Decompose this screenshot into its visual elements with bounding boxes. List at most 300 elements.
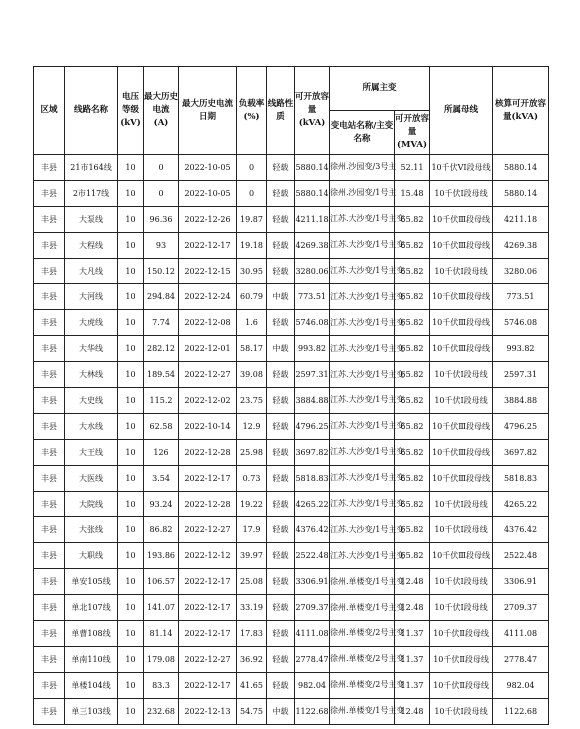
cell-district: 丰县 — [34, 543, 65, 569]
header-open-capacity: 可开放容量(kVA) — [295, 67, 330, 155]
cell-sub-capacity: 65.82 — [395, 284, 430, 310]
cell-sub-capacity: 12.48 — [395, 595, 430, 621]
cell-max-current: 294.84 — [144, 284, 179, 310]
cell-max-date: 2022-12-08 — [179, 310, 237, 336]
header-busbar: 所属母线 — [430, 67, 493, 155]
cell-line-nature: 轻载 — [267, 310, 295, 336]
cell-line-nature: 轻载 — [267, 388, 295, 414]
cell-line-nature: 轻载 — [267, 517, 295, 543]
table-row — [34, 646, 549, 672]
cell-checked-capacity: 3280.06 — [493, 258, 549, 284]
cell-checked-capacity: 3306.91 — [493, 569, 549, 595]
table-row — [34, 491, 549, 517]
cell-sub-capacity: 65.82 — [395, 206, 430, 232]
cell-line-nature: 轻载 — [267, 569, 295, 595]
cell-district: 丰县 — [34, 413, 65, 439]
cell-max-current: 0 — [144, 180, 179, 206]
cell-substation-name: 徐州.沙园变/1号主 — [330, 180, 395, 206]
cell-district: 丰县 — [34, 336, 65, 362]
cell-checked-capacity: 773.51 — [493, 284, 549, 310]
cell-max-current: 179.08 — [144, 646, 179, 672]
cell-busbar: 10千伏Ⅲ段母线 — [430, 310, 493, 336]
cell-open-capacity: 2522.48 — [295, 543, 330, 569]
cell-line-name: 大王线 — [65, 439, 118, 465]
cell-busbar: 10千伏Ⅲ段母线 — [430, 465, 493, 491]
cell-substation-name: 江苏.大沙变/1号主变 — [330, 543, 395, 569]
capacity-table — [33, 66, 549, 725]
cell-open-capacity: 3884.88 — [295, 388, 330, 414]
cell-sub-capacity: 12.48 — [395, 698, 430, 724]
header-line-nature: 线路性质 — [267, 67, 295, 155]
cell-district: 丰县 — [34, 491, 65, 517]
cell-busbar: 10千伏Ⅰ段母线 — [430, 258, 493, 284]
cell-substation-name: 徐州.单楼变/2号主变 — [330, 672, 395, 698]
cell-sub-capacity: 65.82 — [395, 491, 430, 517]
cell-checked-capacity: 993.82 — [493, 336, 549, 362]
cell-substation-name: 江苏.大沙变/1号主变 — [330, 439, 395, 465]
cell-district: 丰县 — [34, 362, 65, 388]
cell-line-name: 大程线 — [65, 232, 118, 258]
cell-max-current: 93 — [144, 232, 179, 258]
table-row — [34, 517, 549, 543]
cell-sub-capacity: 65.82 — [395, 543, 430, 569]
header-substation-name: 变电站名称/主变名称 — [330, 111, 395, 155]
cell-checked-capacity: 4796.25 — [493, 413, 549, 439]
cell-load-rate: 23.75 — [237, 388, 267, 414]
cell-open-capacity: 5746.08 — [295, 310, 330, 336]
cell-max-date: 2022-10-05 — [179, 180, 237, 206]
cell-max-current: 93.24 — [144, 491, 179, 517]
cell-max-current: 7.74 — [144, 310, 179, 336]
cell-load-rate: 41.65 — [237, 672, 267, 698]
cell-sub-capacity: 11.37 — [395, 621, 430, 647]
cell-substation-name: 徐州.单楼变/1号主变 — [330, 569, 395, 595]
cell-sub-capacity: 11.37 — [395, 646, 430, 672]
cell-load-rate: 12.9 — [237, 413, 267, 439]
cell-busbar: 10千伏Ⅱ段母线 — [430, 646, 493, 672]
cell-voltage: 10 — [118, 698, 144, 724]
cell-district: 丰县 — [34, 258, 65, 284]
cell-load-rate: 60.79 — [237, 284, 267, 310]
cell-busbar: 10千伏Ⅱ段母线 — [430, 621, 493, 647]
cell-district: 丰县 — [34, 310, 65, 336]
table-row — [34, 465, 549, 491]
header-voltage: 电压等级(kV) — [118, 67, 144, 155]
cell-line-nature: 轻载 — [267, 465, 295, 491]
cell-line-nature: 轻载 — [267, 621, 295, 647]
cell-voltage: 10 — [118, 595, 144, 621]
cell-district: 丰县 — [34, 284, 65, 310]
cell-substation-name: 江苏.大沙变/1号主变 — [330, 362, 395, 388]
cell-max-current: 106.57 — [144, 569, 179, 595]
table-row — [34, 206, 549, 232]
cell-busbar: 10千伏VI段母线 — [430, 155, 493, 181]
cell-open-capacity: 4265.22 — [295, 491, 330, 517]
cell-checked-capacity: 5746.08 — [493, 310, 549, 336]
cell-max-current: 189.54 — [144, 362, 179, 388]
cell-line-nature: 中载 — [267, 336, 295, 362]
cell-max-date: 2022-12-01 — [179, 336, 237, 362]
cell-line-nature: 轻载 — [267, 258, 295, 284]
cell-line-name: 大职线 — [65, 543, 118, 569]
table-row — [34, 336, 549, 362]
cell-checked-capacity: 4211.18 — [493, 206, 549, 232]
cell-line-nature: 轻载 — [267, 155, 295, 181]
cell-busbar: 10千伏Ⅰ段母线 — [430, 595, 493, 621]
cell-line-name: 2市117线 — [65, 180, 118, 206]
cell-sub-capacity: 65.82 — [395, 465, 430, 491]
cell-busbar: 10千伏Ⅲ段母线 — [430, 206, 493, 232]
table-row — [34, 595, 549, 621]
cell-open-capacity: 773.51 — [295, 284, 330, 310]
cell-max-date: 2022-12-15 — [179, 258, 237, 284]
cell-voltage: 10 — [118, 388, 144, 414]
cell-line-name: 单曹108线 — [65, 621, 118, 647]
cell-voltage: 10 — [118, 155, 144, 181]
cell-checked-capacity: 982.04 — [493, 672, 549, 698]
cell-checked-capacity: 2522.48 — [493, 543, 549, 569]
cell-open-capacity: 993.82 — [295, 336, 330, 362]
cell-substation-name: 江苏.大沙变/1号主变 — [330, 336, 395, 362]
cell-load-rate: 0 — [237, 155, 267, 181]
cell-district: 丰县 — [34, 569, 65, 595]
cell-district: 丰县 — [34, 465, 65, 491]
header-max-current: 最大历史电流 (A) — [144, 67, 179, 155]
cell-district: 丰县 — [34, 698, 65, 724]
cell-substation-name: 徐州.单楼变/1号主变 — [330, 698, 395, 724]
cell-substation-name: 徐州.单楼变/2号主变 — [330, 646, 395, 672]
cell-checked-capacity: 5880.14 — [493, 180, 549, 206]
cell-max-current: 3.54 — [144, 465, 179, 491]
cell-max-date: 2022-12-17 — [179, 232, 237, 258]
cell-max-date: 2022-12-17 — [179, 595, 237, 621]
cell-checked-capacity: 5818.83 — [493, 465, 549, 491]
cell-voltage: 10 — [118, 232, 144, 258]
cell-sub-capacity: 12.48 — [395, 569, 430, 595]
cell-line-nature: 轻载 — [267, 491, 295, 517]
cell-load-rate: 54.75 — [237, 698, 267, 724]
cell-line-name: 大水线 — [65, 413, 118, 439]
cell-substation-name: 徐州.单楼变/2号主变 — [330, 621, 395, 647]
cell-load-rate: 33.19 — [237, 595, 267, 621]
table-row — [34, 543, 549, 569]
table-row — [34, 155, 549, 181]
cell-line-nature: 轻载 — [267, 232, 295, 258]
cell-voltage: 10 — [118, 491, 144, 517]
cell-voltage: 10 — [118, 621, 144, 647]
cell-sub-capacity: 65.82 — [395, 362, 430, 388]
cell-max-date: 2022-12-27 — [179, 362, 237, 388]
cell-district: 丰县 — [34, 672, 65, 698]
cell-line-nature: 轻载 — [267, 180, 295, 206]
cell-line-nature: 轻载 — [267, 439, 295, 465]
cell-checked-capacity: 4111.08 — [493, 621, 549, 647]
cell-line-nature: 轻载 — [267, 362, 295, 388]
cell-voltage: 10 — [118, 180, 144, 206]
cell-checked-capacity: 4269.38 — [493, 232, 549, 258]
cell-voltage: 10 — [118, 362, 144, 388]
cell-sub-capacity: 65.82 — [395, 310, 430, 336]
cell-load-rate: 58.17 — [237, 336, 267, 362]
cell-max-current: 193.86 — [144, 543, 179, 569]
cell-checked-capacity: 2778.47 — [493, 646, 549, 672]
cell-busbar: 10千伏Ⅰ段母线 — [430, 698, 493, 724]
cell-max-current: 96.36 — [144, 206, 179, 232]
cell-busbar: 10千伏Ⅱ段母线 — [430, 672, 493, 698]
cell-open-capacity: 3306.91 — [295, 569, 330, 595]
cell-open-capacity: 5880.14 — [295, 180, 330, 206]
cell-load-rate: 1.6 — [237, 310, 267, 336]
cell-sub-capacity: 15.48 — [395, 180, 430, 206]
table-row — [34, 439, 549, 465]
cell-line-name: 大院线 — [65, 491, 118, 517]
cell-voltage: 10 — [118, 284, 144, 310]
cell-open-capacity: 2597.31 — [295, 362, 330, 388]
cell-sub-capacity: 11.37 — [395, 672, 430, 698]
cell-substation-name: 江苏.大沙变/1号主变 — [330, 232, 395, 258]
cell-voltage: 10 — [118, 517, 144, 543]
table-row — [34, 413, 549, 439]
cell-checked-capacity: 5880.14 — [493, 155, 549, 181]
cell-substation-name: 江苏.大沙变/1号主变 — [330, 258, 395, 284]
cell-voltage: 10 — [118, 439, 144, 465]
cell-max-current: 0 — [144, 155, 179, 181]
table-row — [34, 569, 549, 595]
cell-checked-capacity: 3884.88 — [493, 388, 549, 414]
cell-max-current: 62.58 — [144, 413, 179, 439]
cell-max-date: 2022-12-02 — [179, 388, 237, 414]
cell-max-date: 2022-12-17 — [179, 465, 237, 491]
cell-line-name: 大史线 — [65, 388, 118, 414]
cell-max-date: 2022-10-05 — [179, 155, 237, 181]
cell-max-date: 2022-12-17 — [179, 672, 237, 698]
cell-max-current: 86.82 — [144, 517, 179, 543]
cell-open-capacity: 4269.38 — [295, 232, 330, 258]
cell-line-nature: 中载 — [267, 698, 295, 724]
header-load-rate: 负载率(%) — [237, 67, 267, 155]
cell-line-name: 大河线 — [65, 284, 118, 310]
header-checked-capacity: 核算可开放容量(kVA) — [493, 67, 549, 155]
cell-district: 丰县 — [34, 646, 65, 672]
cell-line-nature: 轻载 — [267, 646, 295, 672]
cell-line-name: 大凡线 — [65, 258, 118, 284]
cell-line-name: 大泵线 — [65, 206, 118, 232]
cell-load-rate: 0.73 — [237, 465, 267, 491]
cell-max-date: 2022-12-27 — [179, 517, 237, 543]
cell-district: 丰县 — [34, 621, 65, 647]
table-row — [34, 362, 549, 388]
cell-sub-capacity: 65.82 — [395, 232, 430, 258]
header-district: 区域 — [34, 67, 65, 155]
cell-max-date: 2022-10-14 — [179, 413, 237, 439]
cell-line-name: 大张线 — [65, 517, 118, 543]
cell-open-capacity: 3697.82 — [295, 439, 330, 465]
table-row — [34, 284, 549, 310]
table-body — [34, 155, 549, 725]
cell-max-date: 2022-12-27 — [179, 646, 237, 672]
cell-busbar: 10千伏Ⅰ段母线 — [430, 491, 493, 517]
cell-district: 丰县 — [34, 180, 65, 206]
cell-line-name: 单安105线 — [65, 569, 118, 595]
cell-line-name: 单三103线 — [65, 698, 118, 724]
cell-line-nature: 轻载 — [267, 595, 295, 621]
cell-substation-name: 江苏.大沙变/1号主变 — [330, 413, 395, 439]
header-line-name: 线路名称 — [65, 67, 118, 155]
cell-voltage: 10 — [118, 336, 144, 362]
cell-max-current: 83.3 — [144, 672, 179, 698]
cell-district: 丰县 — [34, 517, 65, 543]
table-row — [34, 232, 549, 258]
cell-checked-capacity: 3697.82 — [493, 439, 549, 465]
cell-line-name: 大华线 — [65, 336, 118, 362]
cell-busbar: 10千伏Ⅲ段母线 — [430, 336, 493, 362]
cell-busbar: 10千伏Ⅲ段母线 — [430, 232, 493, 258]
cell-load-rate: 17.83 — [237, 621, 267, 647]
cell-line-nature: 轻载 — [267, 206, 295, 232]
cell-voltage: 10 — [118, 569, 144, 595]
cell-max-current: 81.14 — [144, 621, 179, 647]
cell-sub-capacity: 65.82 — [395, 517, 430, 543]
cell-district: 丰县 — [34, 439, 65, 465]
cell-max-current: 150.12 — [144, 258, 179, 284]
cell-max-date: 2022-12-12 — [179, 543, 237, 569]
cell-open-capacity: 5880.14 — [295, 155, 330, 181]
cell-substation-name: 江苏.大沙变/1号主变 — [330, 310, 395, 336]
cell-checked-capacity: 4265.22 — [493, 491, 549, 517]
cell-line-name: 大医线 — [65, 465, 118, 491]
cell-busbar: 10千伏Ⅰ段母线 — [430, 388, 493, 414]
cell-open-capacity: 2778.47 — [295, 646, 330, 672]
cell-voltage: 10 — [118, 465, 144, 491]
cell-busbar: 10千伏Ⅰ段母线 — [430, 517, 493, 543]
cell-open-capacity: 5818.83 — [295, 465, 330, 491]
cell-load-rate: 25.08 — [237, 569, 267, 595]
cell-load-rate: 19.22 — [237, 491, 267, 517]
cell-load-rate: 36.92 — [237, 646, 267, 672]
cell-max-current: 232.68 — [144, 698, 179, 724]
table-row — [34, 621, 549, 647]
cell-line-name: 大虎线 — [65, 310, 118, 336]
cell-voltage: 10 — [118, 310, 144, 336]
cell-line-name: 单北107线 — [65, 595, 118, 621]
cell-substation-name: 徐州.单楼变/1号主变 — [330, 595, 395, 621]
header-sub-capacity: 可开放容量(MVA) — [395, 111, 430, 155]
cell-substation-name: 江苏.大沙变/1号主变 — [330, 284, 395, 310]
cell-busbar: 10千伏Ⅲ段母线 — [430, 439, 493, 465]
cell-substation-name: 江苏.大沙变/1号主变 — [330, 206, 395, 232]
cell-checked-capacity: 1122.68 — [493, 698, 549, 724]
cell-max-current: 282.12 — [144, 336, 179, 362]
cell-line-name: 大林线 — [65, 362, 118, 388]
cell-substation-name: 江苏.大沙变/1号主变 — [330, 465, 395, 491]
table-row — [34, 388, 549, 414]
cell-busbar: 10千伏Ⅲ段母线 — [430, 543, 493, 569]
cell-district: 丰县 — [34, 388, 65, 414]
cell-open-capacity: 4376.42 — [295, 517, 330, 543]
table-row — [34, 310, 549, 336]
cell-district: 丰县 — [34, 595, 65, 621]
cell-checked-capacity: 2709.37 — [493, 595, 549, 621]
cell-open-capacity: 3280.06 — [295, 258, 330, 284]
cell-line-name: 21市164线 — [65, 155, 118, 181]
cell-substation-name: 江苏.大沙变/1号主变 — [330, 491, 395, 517]
cell-max-current: 115.2 — [144, 388, 179, 414]
cell-max-date: 2022-12-17 — [179, 621, 237, 647]
cell-sub-capacity: 65.82 — [395, 258, 430, 284]
cell-open-capacity: 1122.68 — [295, 698, 330, 724]
cell-load-rate: 19.87 — [237, 206, 267, 232]
cell-open-capacity: 4211.18 — [295, 206, 330, 232]
cell-max-date: 2022-12-17 — [179, 569, 237, 595]
cell-district: 丰县 — [34, 232, 65, 258]
cell-max-current: 126 — [144, 439, 179, 465]
cell-sub-capacity: 65.82 — [395, 388, 430, 414]
cell-voltage: 10 — [118, 672, 144, 698]
cell-load-rate: 0 — [237, 180, 267, 206]
header-max-date: 最大历史电流日期 — [179, 67, 237, 155]
cell-max-date: 2022-12-28 — [179, 491, 237, 517]
cell-load-rate: 39.97 — [237, 543, 267, 569]
cell-sub-capacity: 52.11 — [395, 155, 430, 181]
cell-load-rate: 30.95 — [237, 258, 267, 284]
cell-line-nature: 轻载 — [267, 672, 295, 698]
cell-sub-capacity: 65.82 — [395, 439, 430, 465]
cell-load-rate: 25.98 — [237, 439, 267, 465]
cell-max-date: 2022-12-13 — [179, 698, 237, 724]
cell-voltage: 10 — [118, 206, 144, 232]
cell-line-name: 单楼104线 — [65, 672, 118, 698]
cell-line-nature: 轻载 — [267, 413, 295, 439]
cell-sub-capacity: 65.82 — [395, 336, 430, 362]
cell-max-current: 141.07 — [144, 595, 179, 621]
cell-voltage: 10 — [118, 258, 144, 284]
cell-substation-name: 江苏.大沙变/1号主变 — [330, 517, 395, 543]
cell-sub-capacity: 65.82 — [395, 413, 430, 439]
cell-line-name: 单南110线 — [65, 646, 118, 672]
cell-load-rate: 17.9 — [237, 517, 267, 543]
cell-district: 丰县 — [34, 206, 65, 232]
table-row — [34, 698, 549, 724]
cell-checked-capacity: 2597.31 — [493, 362, 549, 388]
table-row — [34, 258, 549, 284]
cell-open-capacity: 4796.25 — [295, 413, 330, 439]
table-row — [34, 672, 549, 698]
cell-busbar: 10千伏Ⅲ段母线 — [430, 413, 493, 439]
cell-open-capacity: 4111.08 — [295, 621, 330, 647]
cell-line-nature: 轻载 — [267, 543, 295, 569]
cell-open-capacity: 2709.37 — [295, 595, 330, 621]
cell-substation-name: 徐州.沙园变/3号主 — [330, 155, 395, 181]
cell-checked-capacity: 4376.42 — [493, 517, 549, 543]
table-row — [34, 180, 549, 206]
cell-busbar: 10千伏Ⅰ段母线 — [430, 180, 493, 206]
cell-substation-name: 江苏.大沙变/1号主变 — [330, 388, 395, 414]
cell-max-date: 2022-12-28 — [179, 439, 237, 465]
cell-district: 丰县 — [34, 155, 65, 181]
cell-voltage: 10 — [118, 646, 144, 672]
cell-line-nature: 中载 — [267, 284, 295, 310]
cell-busbar: 10千伏Ⅰ段母线 — [430, 362, 493, 388]
cell-busbar: 10千伏Ⅰ段母线 — [430, 569, 493, 595]
cell-load-rate: 39.08 — [237, 362, 267, 388]
cell-load-rate: 19.18 — [237, 232, 267, 258]
cell-voltage: 10 — [118, 543, 144, 569]
cell-open-capacity: 982.04 — [295, 672, 330, 698]
cell-busbar: 10千伏Ⅲ段母线 — [430, 284, 493, 310]
header-substation-group: 所属主变 — [330, 67, 430, 111]
cell-voltage: 10 — [118, 413, 144, 439]
cell-max-date: 2022-12-26 — [179, 206, 237, 232]
